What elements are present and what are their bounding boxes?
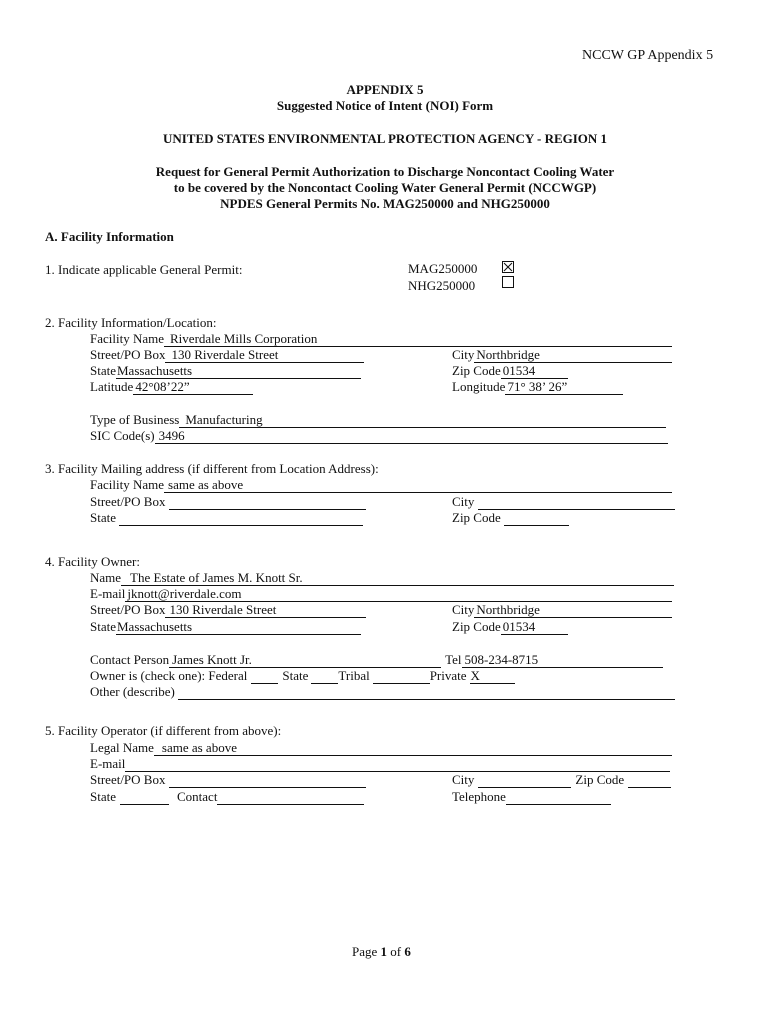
latitude-label: Latitude	[90, 379, 134, 394]
q5-label: 5. Facility Operator (if different from above):	[45, 723, 282, 738]
location-zip-field[interactable]: 01534	[501, 363, 568, 379]
location-street-field[interactable]: 130 Riverdale Street	[165, 347, 364, 363]
q1-label: 1. Indicate applicable General Permit:	[45, 262, 243, 277]
operator-name-field[interactable]: same as above	[154, 740, 672, 756]
zip-label: Zip Code	[452, 363, 501, 378]
contact-person-row	[90, 652, 663, 668]
request-line-3: NPDES General Permits No. MAG250000 and NHG250000	[220, 196, 550, 211]
mailing-city-field[interactable]	[478, 494, 675, 510]
sic-code-row	[90, 428, 668, 444]
facility-name-label: Facility Name	[90, 331, 165, 346]
permit-mag-checkbox[interactable]	[502, 261, 514, 273]
owner-street-label: Street/PO Box	[90, 602, 166, 617]
owner-zip-row	[452, 619, 568, 635]
page-total: 6	[404, 944, 411, 959]
business-type-field[interactable]: Manufacturing	[179, 412, 666, 428]
facility-name-field[interactable]: Riverdale Mills Corporation	[164, 331, 672, 347]
owner-other-label: Other (describe)	[90, 684, 175, 699]
agency-title: UNITED STATES ENVIRONMENTAL PROTECTION AGENCY - REGION 1	[162, 131, 608, 146]
operator-email-row	[90, 756, 670, 772]
page-of: of	[390, 944, 402, 959]
request-line-2: to be covered by the Noncontact Cooling Water General Permit (NCCWGP)	[173, 180, 597, 195]
owner-tribal-field[interactable]	[373, 668, 430, 684]
owner-other-row	[90, 684, 675, 700]
owner-city-label: City	[452, 602, 475, 617]
permit-option-nhg-label: NHG250000	[408, 278, 476, 293]
owner-state-row	[90, 619, 361, 635]
operator-city-zip-row	[452, 772, 671, 788]
owner-state-label: State	[90, 619, 116, 634]
tel-label: Tel	[445, 652, 462, 667]
operator-email-field[interactable]	[125, 756, 670, 772]
owner-email-field[interactable]: jknott@riverdale.com	[125, 586, 672, 602]
operator-street-field[interactable]	[169, 772, 366, 788]
mailing-zip-field[interactable]	[504, 510, 569, 526]
state-label: State	[90, 363, 116, 378]
mailing-state-row	[90, 510, 363, 526]
operator-contact-field[interactable]	[217, 789, 364, 805]
mailing-street-row	[90, 494, 366, 510]
location-state-field[interactable]: Massachusetts	[116, 363, 361, 379]
operator-city-field[interactable]	[478, 772, 571, 788]
owner-federal-field[interactable]	[251, 668, 278, 684]
operator-contact-label: Contact	[177, 789, 218, 804]
page-current: 1	[380, 944, 388, 959]
q4-label: 4. Facility Owner:	[45, 554, 140, 569]
mailing-city-label: City	[452, 494, 475, 509]
business-type-row	[90, 412, 666, 428]
city-label: City	[452, 347, 475, 362]
location-city-row	[452, 347, 672, 363]
location-street-row	[90, 347, 364, 363]
owner-private-field[interactable]: X	[470, 668, 515, 684]
location-state-row	[90, 363, 361, 379]
owner-state-option-field[interactable]	[311, 668, 338, 684]
owner-private-option: Private	[429, 668, 467, 683]
operator-telephone-row	[452, 789, 611, 805]
appendix-title: APPENDIX 5	[346, 82, 424, 97]
section-a-heading: A. Facility Information	[45, 229, 174, 244]
owner-name-field[interactable]: The Estate of James M. Knott Sr.	[121, 570, 674, 586]
contact-person-label: Contact Person	[90, 652, 170, 667]
operator-name-row	[90, 740, 672, 756]
operator-state-contact-row	[90, 789, 364, 805]
mailing-state-label: State	[90, 510, 116, 525]
owner-zip-label: Zip Code	[452, 619, 501, 634]
form-name: Suggested Notice of Intent (NOI) Form	[276, 98, 494, 113]
owner-zip-field[interactable]: 01534	[501, 619, 568, 635]
mailing-name-field[interactable]: same as above	[164, 477, 672, 493]
owner-street-field[interactable]: 130 Riverdale Street	[165, 602, 366, 618]
mailing-name-label: Facility Name	[90, 477, 165, 492]
owner-type-row	[90, 668, 515, 684]
operator-state-field[interactable]	[120, 789, 169, 805]
location-city-field[interactable]: Northbridge	[474, 347, 672, 363]
permit-nhg-checkbox[interactable]	[502, 276, 514, 288]
mailing-street-label: Street/PO Box	[90, 494, 166, 509]
page-number	[352, 944, 411, 960]
running-header: NCCW GP Appendix 5	[582, 48, 714, 63]
permit-option-mag-label: MAG250000	[408, 261, 478, 276]
sic-code-label: SIC Code(s)	[90, 428, 155, 443]
mailing-zip-label: Zip Code	[452, 510, 501, 525]
sic-code-field[interactable]: 3496	[155, 428, 668, 444]
contact-person-field[interactable]: James Knott Jr.	[169, 652, 441, 668]
owner-state-field[interactable]: Massachusetts	[116, 619, 361, 635]
mailing-street-field[interactable]	[169, 494, 366, 510]
owner-name-label: Name	[90, 570, 122, 585]
operator-zip-field[interactable]	[628, 772, 671, 788]
latitude-row	[90, 379, 253, 395]
owner-other-field[interactable]	[178, 684, 675, 700]
operator-name-label: Legal Name	[90, 740, 154, 755]
page-prefix: Page	[352, 944, 378, 959]
location-zip-row	[452, 363, 568, 379]
mailing-city-row	[452, 494, 675, 510]
mailing-state-field[interactable]	[119, 510, 363, 526]
q2-label: 2. Facility Information/Location:	[45, 315, 217, 330]
request-line-1: Request for General Permit Authorization to Discharge Noncontact Cooling Water	[155, 164, 615, 179]
longitude-row	[452, 379, 623, 395]
owner-email-label: E-mail	[90, 586, 126, 601]
owner-street-row	[90, 602, 366, 618]
business-type-label: Type of Business	[90, 412, 180, 427]
longitude-label: Longitude	[452, 379, 506, 394]
owner-name-row	[90, 570, 674, 586]
operator-zip-label: Zip Code	[575, 772, 625, 787]
operator-state-label: State	[90, 789, 116, 804]
owner-state-option: State	[282, 668, 309, 683]
mailing-zip-row	[452, 510, 569, 526]
latitude-field[interactable]: 42°08’22”	[133, 379, 253, 395]
owner-email-row	[90, 586, 672, 602]
operator-telephone-label: Telephone	[452, 789, 506, 804]
owner-type-label: Owner is (check one): Federal	[90, 668, 248, 683]
owner-tribal-option: Tribal	[338, 668, 370, 683]
owner-city-row	[452, 602, 672, 618]
longitude-field[interactable]: 71° 38’ 26”	[505, 379, 623, 395]
operator-telephone-field[interactable]	[506, 789, 611, 805]
tel-field[interactable]: 508-234-8715	[462, 652, 663, 668]
street-label: Street/PO Box	[90, 347, 166, 362]
checkmark-x-icon	[503, 262, 513, 272]
facility-name-row	[90, 331, 672, 347]
operator-street-row	[90, 772, 366, 788]
mailing-name-row	[90, 477, 672, 493]
owner-city-field[interactable]: Northbridge	[474, 602, 672, 618]
operator-street-label: Street/PO Box	[90, 772, 166, 787]
q3-label: 3. Facility Mailing address (if different from Location Address):	[45, 461, 379, 476]
operator-email-label: E-mail	[90, 756, 126, 771]
operator-city-label: City	[452, 772, 475, 787]
